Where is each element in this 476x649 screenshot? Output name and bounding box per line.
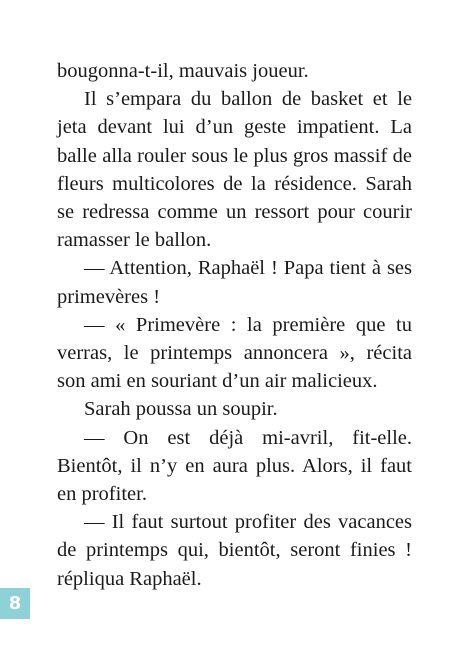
paragraph-1: bougonna-t-il, mauvais joueur.	[57, 60, 309, 82]
paragraph-7: — Il faut surtout profiter des vacances de printemps qui, bientôt, seront finies ! répliqua Raphaël.	[57, 511, 412, 590]
paragraph-3: — Attention, Raphaël ! Papa tient à ses primevères !	[57, 257, 412, 308]
page-body-text	[57, 57, 412, 593]
paragraph-6: — On est déjà mi-avril, fit-elle. Bientôt, il n’y en aura plus. Alors, il faut en profiter.	[57, 426, 412, 506]
paragraph-2: Il s’empara du ballon de basket et le jeta devant lui d’un geste impatient. La balle alla rouler sous le plus gros massif de fleurs multicolores de la résidence. Sarah se redressa comme un ressort pour courir ramasser le ballon.	[57, 88, 412, 252]
paragraph-4: — « Primevère : la première que tu verras, le printemps annoncera », récita son ami en souriant d’un air malicieux.	[57, 313, 412, 393]
paragraph-5: Sarah poussa un soupir.	[84, 398, 278, 421]
page-number-tab	[0, 588, 30, 619]
page-number: 8	[8, 592, 22, 614]
